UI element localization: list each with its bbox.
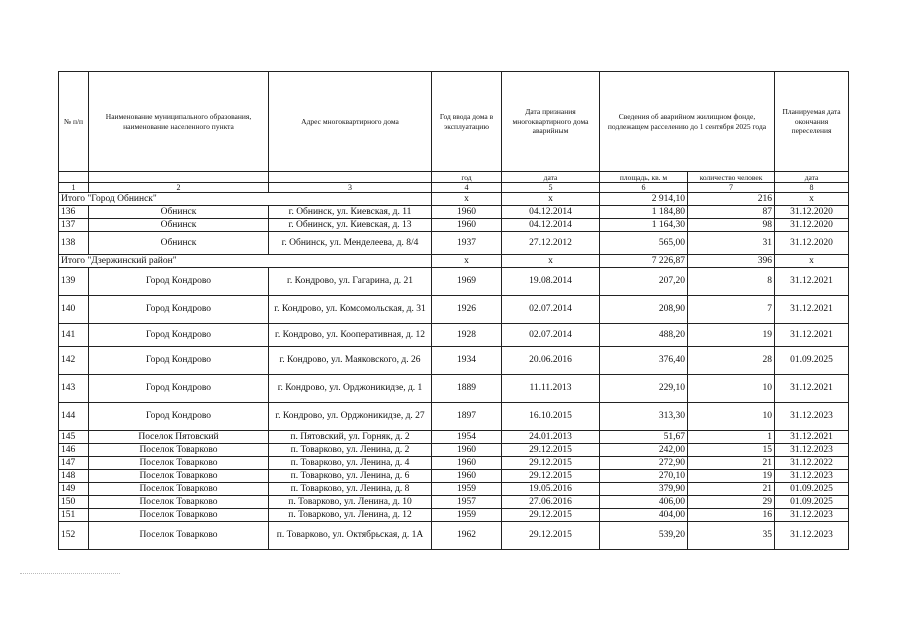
subheader-date: дата xyxy=(502,172,600,183)
row-year: 1969 xyxy=(432,268,502,296)
row-address: п. Товарково, ул. Ленина, д. 8 xyxy=(269,483,432,496)
total-row xyxy=(59,255,849,268)
table-row xyxy=(59,496,849,509)
colnum-4: 4 xyxy=(432,183,502,193)
row-number: 137 xyxy=(59,219,89,232)
resettlement-table xyxy=(58,71,849,550)
row-date: 29.12.2015 xyxy=(502,457,600,470)
colnum-1: 1 xyxy=(59,183,89,193)
row-number: 144 xyxy=(59,403,89,431)
total-row xyxy=(59,193,849,206)
row-address: г. Кондрово, ул. Гагарина, д. 21 xyxy=(269,268,432,296)
row-area: 404,00 xyxy=(600,509,688,522)
row-people: 15 xyxy=(688,444,775,457)
header-number: № п/п xyxy=(59,72,89,172)
table-row xyxy=(59,219,849,232)
row-year: 1934 xyxy=(432,347,502,375)
row-date: 27.12.2012 xyxy=(502,232,600,255)
row-number: 141 xyxy=(59,324,89,347)
row-address: г. Обнинск, ул. Менделеева, д. 8/4 xyxy=(269,232,432,255)
row-area: 207,20 xyxy=(600,268,688,296)
row-area: 376,40 xyxy=(600,347,688,375)
row-date: 29.12.2015 xyxy=(502,509,600,522)
row-date: 04.12.2014 xyxy=(502,206,600,219)
row-date: 19.08.2014 xyxy=(502,268,600,296)
table-row xyxy=(59,470,849,483)
row-number: 143 xyxy=(59,375,89,403)
row-place: Город Кондрово xyxy=(89,324,269,347)
row-year: 1959 xyxy=(432,483,502,496)
row-number: 149 xyxy=(59,483,89,496)
row-address: п. Товарково, ул. Ленина, д. 10 xyxy=(269,496,432,509)
total-end: x xyxy=(775,255,849,268)
row-end-date: 31.12.2022 xyxy=(775,457,849,470)
colnum-8: 8 xyxy=(775,183,849,193)
row-year: 1897 xyxy=(432,403,502,431)
row-end-date: 31.12.2021 xyxy=(775,324,849,347)
row-end-date: 31.12.2021 xyxy=(775,431,849,444)
row-people: 19 xyxy=(688,470,775,483)
row-number: 150 xyxy=(59,496,89,509)
row-address: г. Обнинск, ул. Киевская, д. 13 xyxy=(269,219,432,232)
row-year: 1937 xyxy=(432,232,502,255)
row-end-date: 31.12.2020 xyxy=(775,206,849,219)
page-edge-mark xyxy=(20,573,120,574)
header-end-date: Планируемая дата окончания переселения xyxy=(775,72,849,172)
header-row xyxy=(59,72,849,172)
row-people: 21 xyxy=(688,457,775,470)
total-year: x xyxy=(432,193,502,206)
row-address: п. Товарково, ул. Ленина, д. 4 xyxy=(269,457,432,470)
total-year: x xyxy=(432,255,502,268)
total-label: Итого "Город Обнинск" xyxy=(59,193,432,206)
total-date: x xyxy=(502,255,600,268)
subheader-row xyxy=(59,172,849,183)
total-end: x xyxy=(775,193,849,206)
subheader-empty-1 xyxy=(59,172,89,183)
row-address: п. Пятовский, ул. Горняк, д. 2 xyxy=(269,431,432,444)
row-area: 1 184,80 xyxy=(600,206,688,219)
row-date: 29.12.2015 xyxy=(502,444,600,457)
row-place: Город Кондрово xyxy=(89,347,269,375)
row-date: 02.07.2014 xyxy=(502,324,600,347)
header-date-recognized: Дата признания многоквартирного дома аварийным xyxy=(502,72,600,172)
subheader-area: площадь, кв. м xyxy=(600,172,688,183)
row-people: 28 xyxy=(688,347,775,375)
row-people: 7 xyxy=(688,296,775,324)
row-number: 142 xyxy=(59,347,89,375)
row-number: 151 xyxy=(59,509,89,522)
row-area: 313,30 xyxy=(600,403,688,431)
table-row xyxy=(59,483,849,496)
total-date: x xyxy=(502,193,600,206)
row-people: 35 xyxy=(688,522,775,550)
row-people: 87 xyxy=(688,206,775,219)
row-place: Поселок Товарково xyxy=(89,483,269,496)
row-area: 1 164,30 xyxy=(600,219,688,232)
row-people: 31 xyxy=(688,232,775,255)
row-end-date: 31.12.2021 xyxy=(775,268,849,296)
colnum-5: 5 xyxy=(502,183,600,193)
row-year: 1962 xyxy=(432,522,502,550)
row-end-date: 01.09.2025 xyxy=(775,483,849,496)
row-area: 270,10 xyxy=(600,470,688,483)
row-end-date: 01.09.2025 xyxy=(775,496,849,509)
row-area: 379,90 xyxy=(600,483,688,496)
row-area: 272,90 xyxy=(600,457,688,470)
row-place: Город Кондрово xyxy=(89,403,269,431)
subheader-empty-2 xyxy=(89,172,269,183)
row-area: 229,10 xyxy=(600,375,688,403)
row-number: 138 xyxy=(59,232,89,255)
row-area: 208,90 xyxy=(600,296,688,324)
row-year: 1960 xyxy=(432,457,502,470)
table-row xyxy=(59,232,849,255)
row-people: 10 xyxy=(688,403,775,431)
row-number: 145 xyxy=(59,431,89,444)
row-date: 02.07.2014 xyxy=(502,296,600,324)
row-people: 29 xyxy=(688,496,775,509)
row-end-date: 31.12.2020 xyxy=(775,232,849,255)
table-row xyxy=(59,509,849,522)
row-people: 19 xyxy=(688,324,775,347)
row-number: 148 xyxy=(59,470,89,483)
row-address: п. Товарково, ул. Октябрьская, д. 1А xyxy=(269,522,432,550)
row-address: г. Кондрово, ул. Орджоникидзе, д. 1 xyxy=(269,375,432,403)
total-people: 216 xyxy=(688,193,775,206)
row-people: 16 xyxy=(688,509,775,522)
row-address: г. Кондрово, ул. Комсомольская, д. 31 xyxy=(269,296,432,324)
row-people: 98 xyxy=(688,219,775,232)
row-area: 406,00 xyxy=(600,496,688,509)
row-area: 488,20 xyxy=(600,324,688,347)
row-end-date: 31.12.2021 xyxy=(775,296,849,324)
column-number-row xyxy=(59,183,849,193)
row-date: 19.05.2016 xyxy=(502,483,600,496)
subheader-people: количество человек xyxy=(688,172,775,183)
total-area: 2 914,10 xyxy=(600,193,688,206)
table-row xyxy=(59,403,849,431)
row-year: 1960 xyxy=(432,444,502,457)
table-row xyxy=(59,457,849,470)
subheader-year: год xyxy=(432,172,502,183)
row-end-date: 31.12.2023 xyxy=(775,403,849,431)
row-year: 1954 xyxy=(432,431,502,444)
total-people: 396 xyxy=(688,255,775,268)
row-number: 139 xyxy=(59,268,89,296)
total-label: Итого "Дзержинский район" xyxy=(59,255,432,268)
row-address: п. Товарково, ул. Ленина, д. 6 xyxy=(269,470,432,483)
row-place: Поселок Товарково xyxy=(89,444,269,457)
row-people: 1 xyxy=(688,431,775,444)
row-place: Поселок Товарково xyxy=(89,457,269,470)
row-number: 140 xyxy=(59,296,89,324)
table-row xyxy=(59,268,849,296)
row-end-date: 31.12.2023 xyxy=(775,522,849,550)
table-row xyxy=(59,522,849,550)
row-place: Поселок Товарково xyxy=(89,509,269,522)
row-address: п. Товарково, ул. Ленина, д. 12 xyxy=(269,509,432,522)
row-number: 146 xyxy=(59,444,89,457)
subheader-empty-3 xyxy=(269,172,432,183)
table-row xyxy=(59,375,849,403)
colnum-7: 7 xyxy=(688,183,775,193)
row-place: Город Кондрово xyxy=(89,268,269,296)
colnum-6: 6 xyxy=(600,183,688,193)
header-address: Адрес многоквартирного дома xyxy=(269,72,432,172)
table-row xyxy=(59,296,849,324)
row-address: п. Товарково, ул. Ленина, д. 2 xyxy=(269,444,432,457)
row-date: 24.01.2013 xyxy=(502,431,600,444)
row-end-date: 31.12.2023 xyxy=(775,509,849,522)
row-year: 1957 xyxy=(432,496,502,509)
row-place: Город Кондрово xyxy=(89,375,269,403)
document-page xyxy=(58,71,848,550)
colnum-2: 2 xyxy=(89,183,269,193)
row-date: 04.12.2014 xyxy=(502,219,600,232)
row-area: 51,67 xyxy=(600,431,688,444)
row-year: 1926 xyxy=(432,296,502,324)
row-address: г. Кондрово, ул. Кооперативная, д. 12 xyxy=(269,324,432,347)
row-place: Обнинск xyxy=(89,219,269,232)
row-number: 147 xyxy=(59,457,89,470)
table-row xyxy=(59,347,849,375)
row-date: 16.10.2015 xyxy=(502,403,600,431)
row-people: 8 xyxy=(688,268,775,296)
row-date: 27.06.2016 xyxy=(502,496,600,509)
row-place: Город Кондрово xyxy=(89,296,269,324)
row-date: 29.12.2015 xyxy=(502,522,600,550)
row-date: 29.12.2015 xyxy=(502,470,600,483)
header-housing-info: Сведения об аварийном жилищном фонде, подлежащем расселению до 1 сентября 2025 года xyxy=(600,72,775,172)
row-date: 11.11.2013 xyxy=(502,375,600,403)
row-end-date: 31.12.2020 xyxy=(775,219,849,232)
colnum-3: 3 xyxy=(269,183,432,193)
row-place: Поселок Товарково xyxy=(89,522,269,550)
row-year: 1928 xyxy=(432,324,502,347)
table-row xyxy=(59,206,849,219)
row-year: 1960 xyxy=(432,219,502,232)
row-area: 242,00 xyxy=(600,444,688,457)
row-end-date: 31.12.2023 xyxy=(775,444,849,457)
row-number: 136 xyxy=(59,206,89,219)
subheader-end: дата xyxy=(775,172,849,183)
total-area: 7 226,87 xyxy=(600,255,688,268)
table-row xyxy=(59,324,849,347)
table-row xyxy=(59,444,849,457)
row-place: Поселок Товарково xyxy=(89,470,269,483)
row-place: Поселок Пятовский xyxy=(89,431,269,444)
row-year: 1960 xyxy=(432,206,502,219)
row-number: 152 xyxy=(59,522,89,550)
row-people: 21 xyxy=(688,483,775,496)
row-end-date: 31.12.2023 xyxy=(775,470,849,483)
row-year: 1889 xyxy=(432,375,502,403)
row-place: Поселок Товарково xyxy=(89,496,269,509)
row-end-date: 01.09.2025 xyxy=(775,347,849,375)
row-address: г. Кондрово, ул. Орджоникидзе, д. 27 xyxy=(269,403,432,431)
row-year: 1959 xyxy=(432,509,502,522)
row-area: 565,00 xyxy=(600,232,688,255)
row-address: г. Обнинск, ул. Киевская, д. 11 xyxy=(269,206,432,219)
row-place: Обнинск xyxy=(89,232,269,255)
row-area: 539,20 xyxy=(600,522,688,550)
row-address: г. Кондрово, ул. Маяковского, д. 26 xyxy=(269,347,432,375)
row-place: Обнинск xyxy=(89,206,269,219)
row-end-date: 31.12.2021 xyxy=(775,375,849,403)
header-year: Год ввода дома в эксплуатацию xyxy=(432,72,502,172)
row-people: 10 xyxy=(688,375,775,403)
table-row xyxy=(59,431,849,444)
row-year: 1960 xyxy=(432,470,502,483)
row-date: 20.06.2016 xyxy=(502,347,600,375)
header-municipality: Наименование муниципального образования, наименование населенного пункта xyxy=(89,72,269,172)
